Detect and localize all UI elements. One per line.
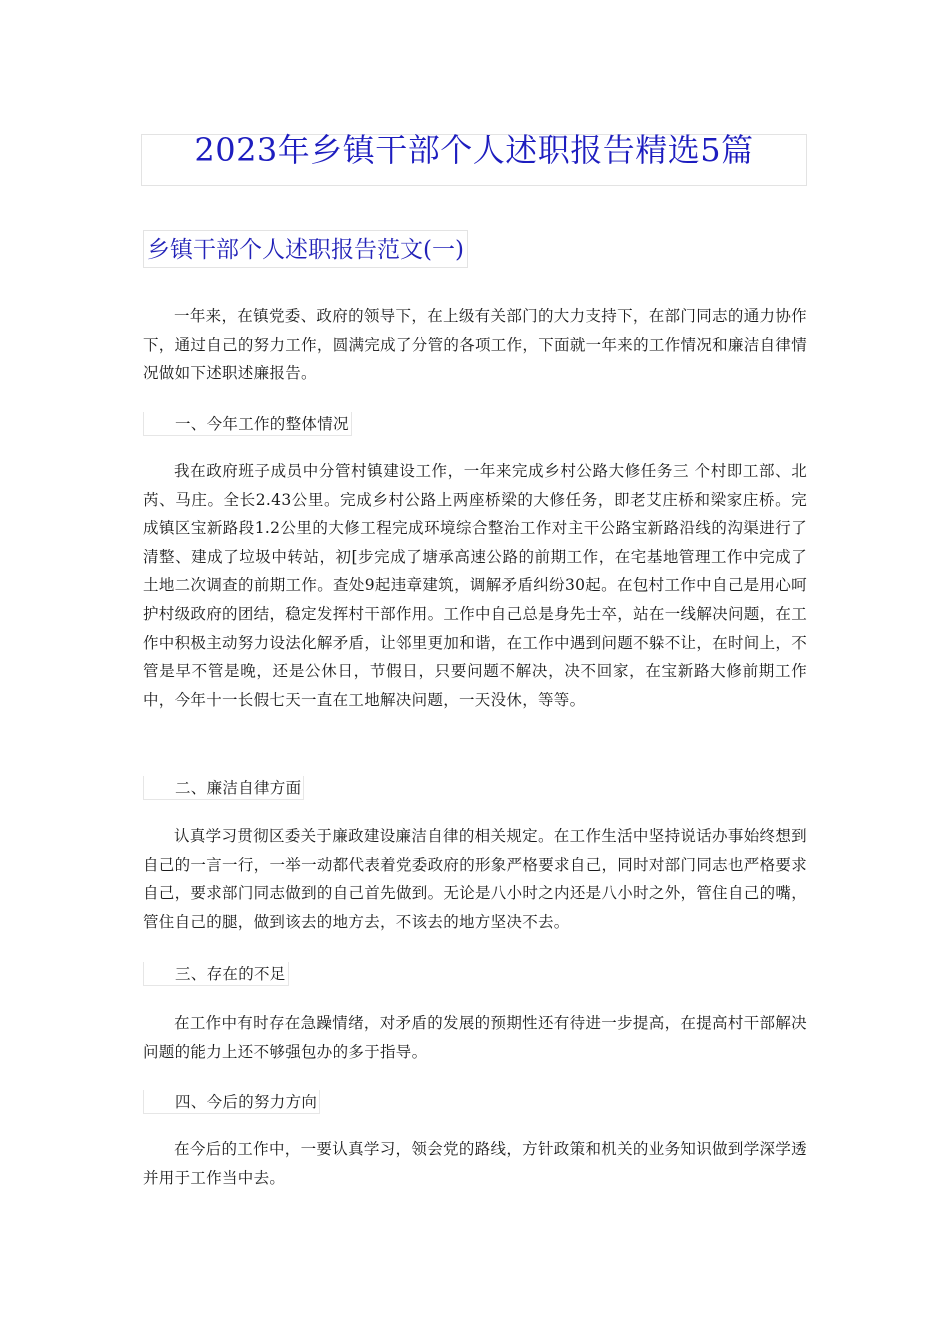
overall-work-paragraph [143,457,807,714]
heading-shortcomings: 三、存在的不足 [143,962,289,986]
section-title: 乡镇干部个人述职报告范文(一) [143,230,468,268]
future-direction-paragraph [143,1135,807,1192]
shortcomings-paragraph [143,1009,807,1066]
future-direction-text: 在今后的工作中，一要认真学习，领会党的路线，方针政策和机关的业务知识做到学深学透并用于工作当中去。 [143,1140,807,1187]
integrity-text: 认真学习贯彻区委关于廉政建设廉洁自律的相关规定。在工作生活中坚持说话办事始终想到自己的一言一行，一举一动都代表着党委政府的形象严格要求自己，同时对部门同志也严格要求自己，要求部门同志做到的自己首先做到。无论是八小时之内还是八小时之外，管住自己的嘴，管住自己的腿，做到该去的地方去，不该去的地方坚决不去。 [143,827,807,931]
heading-overall-work: 一、今年工作的整体情况 [143,412,352,436]
intro-text: 一年来，在镇党委、政府的领导下，在上级有关部门的大力支持下，在部门同志的通力协作下，通过自己的努力工作，圆满完成了分管的各项工作，下面就一年来的工作情况和廉洁自律情况做如下述职述廉报告。 [143,307,807,383]
heading-future-direction: 四、今后的努力方向 [143,1090,320,1114]
overall-work-text: 我在政府班子成员中分管村镇建设工作，一年来完成乡村公路大修任务三 个村即工部、北芮、马庄。全长2.43公里。完成乡村公路上两座桥梁的大修任务，即老艾庄桥和梁家庄桥。完成镇区宝新路段1.2公里的大修工程完成环境综合整治工作对主干公路宝新路沿线的沟渠进行了清整、建成了垃圾中转站，初[步完成了塘承高速公路的前期工作，在宅基地管理工作中完成了土地二次调查的前期工作。查处9起违章建筑，调解矛盾纠纷30起。在包村工作中自己是用心呵护村级政府的团结，稳定发挥村干部作用。工作中自己总是身先士卒，站在一线解决问题，在工作中积极主动努力设法化解矛盾，让邻里更加和谐，在工作中遇到问题不躲不让，在时间上，不管是早不管是晚，还是公休日，节假日，只要问题不解决，决不回家，在宝新路大修前期工作中，今年十一长假七天一直在工地解决问题，一天没休，等等。 [143,462,807,709]
shortcomings-text: 在工作中有时存在急躁情绪，对矛盾的发展的预期性还有待进一步提高，在提高村干部解决问题的能力上还不够强包办的多于指导。 [143,1014,807,1061]
intro-paragraph [143,302,807,388]
document-title: 2023年乡镇干部个人述职报告精选5篇 [141,134,807,186]
heading-integrity: 二、廉洁自律方面 [143,776,304,800]
integrity-paragraph [143,822,807,936]
